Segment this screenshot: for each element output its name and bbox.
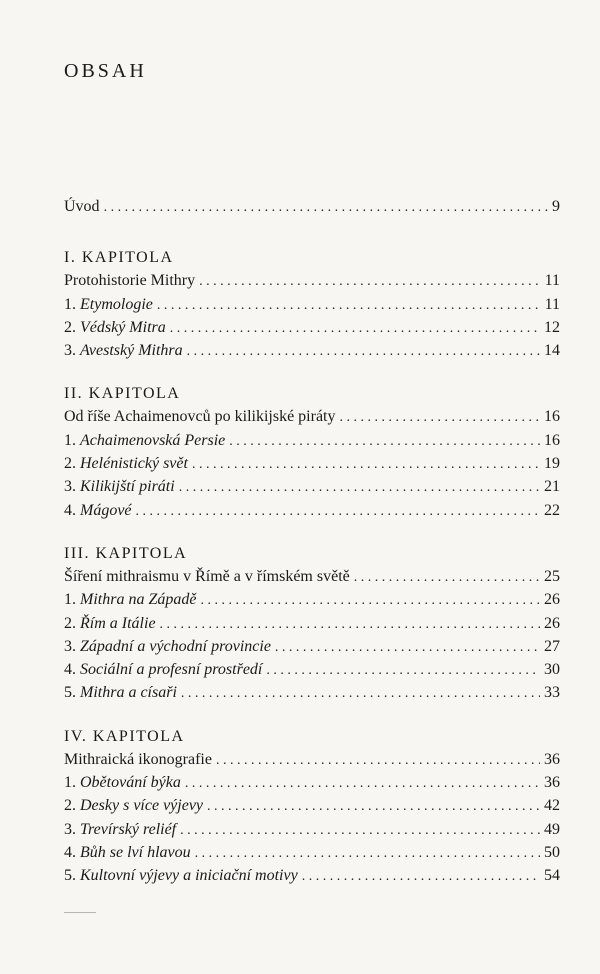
page-number: 11 bbox=[544, 272, 560, 290]
section-number: 3. bbox=[64, 820, 76, 838]
dot-leader bbox=[266, 659, 540, 682]
section-number: 3. bbox=[64, 478, 76, 496]
section-title: Kilikijští piráti bbox=[80, 478, 175, 496]
section-entry[interactable] bbox=[64, 475, 560, 498]
page-number: 25 bbox=[544, 567, 560, 585]
page-number: 26 bbox=[544, 614, 560, 632]
chapter-heading: IV. KAPITOLA bbox=[64, 727, 185, 745]
section-number: 5. bbox=[64, 684, 76, 702]
dot-leader bbox=[354, 566, 540, 589]
page-number: 36 bbox=[544, 774, 560, 792]
section-title: Sociální a profesní prostředí bbox=[80, 661, 263, 679]
dot-leader bbox=[185, 772, 540, 795]
dot-leader bbox=[160, 613, 540, 636]
section-entry[interactable] bbox=[64, 588, 560, 611]
dot-leader bbox=[302, 865, 540, 888]
dot-leader bbox=[136, 500, 540, 523]
page-number: 12 bbox=[544, 318, 560, 336]
dot-leader bbox=[275, 636, 540, 659]
dot-leader bbox=[104, 196, 548, 219]
dot-leader bbox=[180, 819, 540, 842]
section-entry[interactable] bbox=[64, 339, 560, 362]
dot-leader bbox=[179, 476, 540, 499]
toc-entry-label: Mithraická ikonografie bbox=[64, 750, 212, 768]
section-title: Avestský Mithra bbox=[80, 342, 183, 360]
chapter-title-entry[interactable] bbox=[64, 748, 560, 771]
dot-leader bbox=[192, 453, 540, 476]
dot-leader bbox=[187, 340, 540, 363]
section-number: 1. bbox=[64, 431, 76, 449]
page-number: 26 bbox=[544, 591, 560, 609]
section-title: Achaimenovská Persie bbox=[80, 431, 226, 449]
section-entry[interactable] bbox=[64, 612, 560, 635]
section-entry[interactable] bbox=[64, 658, 560, 681]
section-title: Obětování býka bbox=[80, 774, 181, 792]
section-number: 1. bbox=[64, 591, 76, 609]
dot-leader bbox=[181, 682, 540, 705]
chapter-title-entry[interactable] bbox=[64, 405, 560, 428]
toc-entry-label: Úvod bbox=[64, 198, 100, 215]
section-number: 2. bbox=[64, 614, 76, 632]
section-entry[interactable] bbox=[64, 499, 560, 522]
toc-entry-label: Protohistorie Mithry bbox=[64, 272, 196, 290]
page-number: 49 bbox=[544, 820, 560, 838]
section-title: Mithra na Západě bbox=[80, 591, 197, 609]
chapter-heading: III. KAPITOLA bbox=[64, 544, 188, 562]
page-number: 11 bbox=[544, 295, 560, 313]
section-entry[interactable] bbox=[64, 818, 560, 841]
section-title: Mágové bbox=[80, 501, 132, 519]
chapter-heading: II. KAPITOLA bbox=[64, 385, 181, 403]
page-number: 22 bbox=[544, 501, 560, 519]
page-number: 16 bbox=[544, 431, 560, 449]
section-title: Etymologie bbox=[80, 295, 153, 313]
dot-leader bbox=[207, 795, 540, 818]
section-title: Západní a východní provincie bbox=[80, 637, 271, 655]
chapter-heading: I. KAPITOLA bbox=[64, 249, 174, 267]
section-title: Desky s více výjevy bbox=[80, 797, 204, 815]
chapter-3 bbox=[64, 542, 560, 705]
page-number: 16 bbox=[544, 408, 560, 426]
section-number: 4. bbox=[64, 501, 76, 519]
chapter-1 bbox=[64, 246, 560, 362]
section-title: Kultovní výjevy a iniciační motivy bbox=[80, 867, 298, 885]
section-number: 3. bbox=[64, 342, 76, 360]
dot-leader bbox=[340, 406, 541, 429]
dot-leader bbox=[170, 317, 540, 340]
section-entry[interactable] bbox=[64, 429, 560, 452]
page-number: 19 bbox=[544, 455, 560, 473]
section-title: Helénistický svět bbox=[80, 455, 188, 473]
section-entry[interactable] bbox=[64, 635, 560, 658]
page-number: 36 bbox=[544, 750, 560, 768]
section-number: 3. bbox=[64, 637, 76, 655]
toc-entry-label: Šíření mithraismu v Římě a v římském světě bbox=[64, 567, 350, 585]
section-entry[interactable] bbox=[64, 681, 560, 704]
chapter-2 bbox=[64, 382, 560, 521]
section-title: Mithra a císaři bbox=[80, 684, 177, 702]
section-number: 4. bbox=[64, 843, 76, 861]
section-number: 1. bbox=[64, 774, 76, 792]
section-entry[interactable] bbox=[64, 794, 560, 817]
dot-leader bbox=[199, 270, 540, 293]
section-entry[interactable] bbox=[64, 841, 560, 864]
page-number: 50 bbox=[544, 843, 560, 861]
page-number: 14 bbox=[544, 342, 560, 360]
scan-mark bbox=[64, 912, 96, 913]
chapter-4 bbox=[64, 725, 560, 888]
page-number: 42 bbox=[544, 797, 560, 815]
chapter-title-entry[interactable] bbox=[64, 269, 560, 292]
section-number: 1. bbox=[64, 295, 76, 313]
dot-leader bbox=[200, 589, 540, 612]
section-number: 5. bbox=[64, 867, 76, 885]
section-title: Bůh se lví hlavou bbox=[80, 843, 191, 861]
section-number: 4. bbox=[64, 661, 76, 679]
toc-entry-intro[interactable] bbox=[64, 195, 560, 218]
page-number: 33 bbox=[544, 684, 560, 702]
page-number: 27 bbox=[544, 637, 560, 655]
section-title: Védský Mitra bbox=[80, 318, 166, 336]
section-title: Trevírský reliéf bbox=[80, 820, 177, 838]
page-number: 21 bbox=[544, 478, 560, 496]
section-title: Řím a Itálie bbox=[80, 614, 156, 632]
section-entry[interactable] bbox=[64, 771, 560, 794]
chapter-title-entry[interactable] bbox=[64, 565, 560, 588]
dot-leader bbox=[216, 749, 540, 772]
dot-leader bbox=[157, 294, 541, 317]
section-entry[interactable] bbox=[64, 316, 560, 339]
section-number: 2. bbox=[64, 455, 76, 473]
page-number: 54 bbox=[544, 867, 560, 885]
section-entry[interactable] bbox=[64, 452, 560, 475]
section-entry[interactable] bbox=[64, 864, 560, 887]
section-entry[interactable] bbox=[64, 293, 560, 316]
page-number: 30 bbox=[544, 661, 560, 679]
dot-leader bbox=[229, 430, 540, 453]
dot-leader bbox=[195, 842, 540, 865]
table-of-contents bbox=[64, 195, 560, 908]
section-number: 2. bbox=[64, 318, 76, 336]
toc-entry-label: Od říše Achaimenovců po kilikijské piráty bbox=[64, 408, 336, 426]
page-title: OBSAH bbox=[64, 60, 147, 82]
page-number: 9 bbox=[552, 198, 560, 215]
section-number: 2. bbox=[64, 797, 76, 815]
